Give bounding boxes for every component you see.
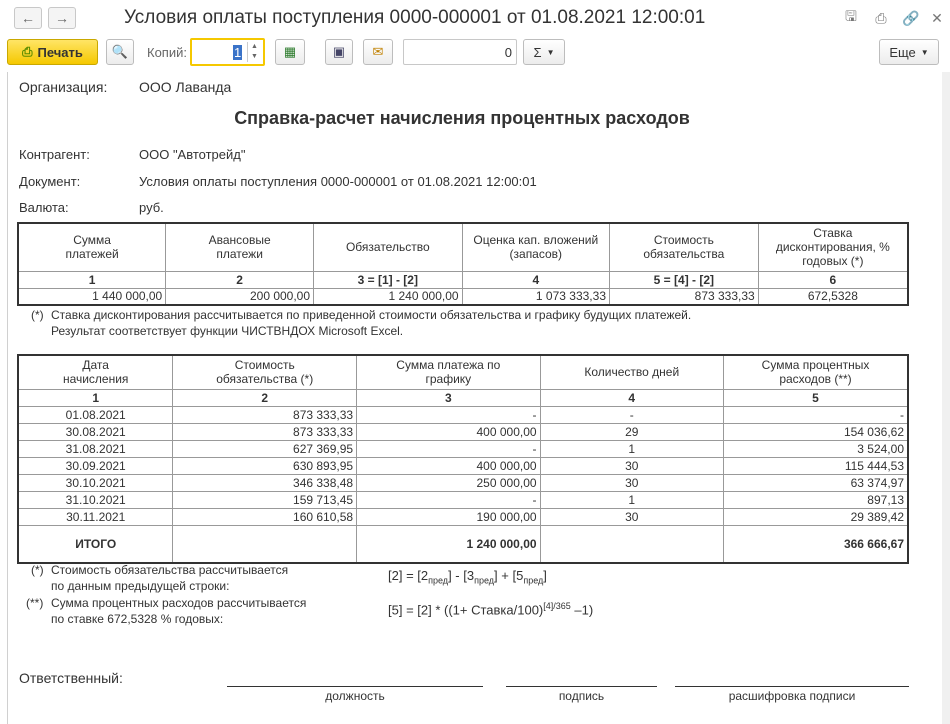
total-interest: 366 666,67 — [723, 525, 908, 563]
note1-line2: Результат соответствует функции ЧИСТВНДОХ Microsoft Excel. — [51, 324, 404, 338]
table-cell — [173, 525, 357, 563]
sign-line — [506, 686, 657, 687]
note2-text1a: Стоимость обязательства рассчитывается — [51, 563, 289, 577]
table-cell: 31.08.2021 — [18, 440, 173, 457]
currency-label: Валюта: — [19, 200, 69, 215]
table-row — [18, 288, 908, 305]
edit-table-icon[interactable]: ▦ — [275, 39, 305, 65]
table-row — [18, 508, 908, 525]
sigma-icon: Σ — [533, 44, 542, 60]
table-row — [18, 457, 908, 474]
formula2-sup: [4]/365 — [543, 601, 571, 611]
number-cell: 4 — [540, 389, 723, 406]
link-icon[interactable]: 🔗 — [902, 9, 920, 26]
disk-save-icon[interactable]: ▣ — [325, 39, 353, 65]
printer-icon[interactable]: ⎙ — [875, 9, 887, 26]
table-cell: 250 000,00 — [357, 474, 540, 491]
toolbar — [0, 36, 950, 70]
number-cell: 6 — [758, 271, 908, 288]
table-row — [18, 423, 908, 440]
table-cell: 115 444,53 — [723, 457, 908, 474]
table-row — [18, 440, 908, 457]
org-label: Организация: — [19, 79, 108, 95]
more-button[interactable] — [879, 39, 939, 65]
table-cell — [540, 525, 723, 563]
mail-icon[interactable]: ✉ — [363, 39, 393, 65]
total-payment: 1 240 000,00 — [357, 525, 540, 563]
sum-number-field[interactable]: 0 — [403, 39, 517, 65]
table-cell: 400 000,00 — [357, 457, 540, 474]
print-button[interactable] — [7, 39, 98, 65]
formula2 — [388, 601, 593, 617]
table-cell: 3 524,00 — [723, 440, 908, 457]
number-cell: 1 — [18, 271, 166, 288]
table-cell: 873 333,33 — [173, 406, 357, 423]
table-cell: 190 000,00 — [357, 508, 540, 525]
table-cell: 873 333,33 — [610, 288, 759, 305]
table-number-row — [18, 389, 908, 406]
printer-icon: ⎙ — [22, 44, 33, 59]
table-header-row — [18, 223, 908, 271]
table-row — [18, 474, 908, 491]
obligation-table — [17, 222, 909, 306]
note1-mark: (*) — [31, 308, 44, 322]
table-cell: 1 — [540, 491, 723, 508]
report-title: Справка-расчет начисления процентных расходов — [234, 108, 690, 128]
table-cell: 01.08.2021 — [18, 406, 173, 423]
table-cell: - — [357, 406, 540, 423]
close-icon[interactable]: ✕ — [931, 9, 943, 26]
formula1-sub: пред — [523, 575, 544, 586]
formula1-part: ] — [543, 568, 547, 583]
copies-value: 1 — [234, 45, 242, 60]
table-cell: 1 073 333,33 — [462, 288, 609, 305]
table-cell: 627 369,95 — [173, 440, 357, 457]
table-cell: 30.11.2021 — [18, 508, 173, 525]
interest-table — [17, 354, 909, 564]
table-cell: 30 — [540, 474, 723, 491]
table-cell: 630 893,95 — [173, 457, 357, 474]
sign-caption: подпись — [558, 689, 605, 703]
table-cell: 154 036,62 — [723, 423, 908, 440]
header-cell: Сумма платежей — [18, 223, 166, 271]
table-cell: 672,5328 — [758, 288, 908, 305]
table-cell: 160 610,58 — [173, 508, 357, 525]
document-value: Условия оплаты поступления 0000-000001 от 01.08.2021 12:00:01 — [139, 174, 537, 189]
copies-input[interactable] — [190, 38, 265, 66]
preview-icon[interactable]: 🔍 — [106, 39, 134, 65]
document-label: Документ: — [19, 174, 81, 189]
currency-value: руб. — [139, 200, 164, 215]
note2-text2a: Сумма процентных расходов рассчитывается — [51, 596, 307, 610]
responsible-label: Ответственный: — [19, 670, 123, 686]
sigma-button[interactable] — [523, 39, 565, 65]
table-cell: 63 374,97 — [723, 474, 908, 491]
table-cell: 30 — [540, 457, 723, 474]
table-cell: 30.09.2021 — [18, 457, 173, 474]
table-cell: 29 — [540, 423, 723, 440]
contractor-label: Контрагент: — [19, 147, 90, 162]
header-cell: Дата начисления — [18, 355, 173, 389]
formula1-sub: пред — [428, 575, 449, 586]
number-cell: 2 — [173, 389, 357, 406]
note2-mark1: (*) — [31, 563, 44, 577]
table-cell: 30.10.2021 — [18, 474, 173, 491]
header-cell: Стоимость обязательства (*) — [173, 355, 357, 389]
copies-stepper[interactable]: ▲ ▼ — [247, 42, 261, 62]
table-cell: 897,13 — [723, 491, 908, 508]
formula2-part: [5] = [2] * ((1+ Ставка/100) — [388, 602, 544, 618]
header-cell: Авансовые платежи — [166, 223, 314, 271]
number-cell: 3 — [357, 389, 540, 406]
total-label: ИТОГО — [18, 525, 173, 563]
formula1-sub: пред — [474, 575, 495, 586]
table-cell: 29 389,42 — [723, 508, 908, 525]
number-cell: 3 = [1] - [2] — [314, 271, 463, 288]
table-cell: 200 000,00 — [166, 288, 314, 305]
table-cell: 873 333,33 — [173, 423, 357, 440]
print-button-label: Печать — [37, 44, 83, 60]
scrollbar[interactable] — [942, 72, 950, 724]
table-cell: - — [540, 406, 723, 423]
header-cell: Ставка дисконтирования, % годовых (*) — [758, 223, 908, 271]
formula1-part: ] + [5 — [494, 568, 524, 583]
save-icon[interactable]: 🖫 — [845, 8, 857, 24]
number-cell: 5 — [723, 389, 908, 406]
back-arrow-icon[interactable]: ← — [14, 7, 42, 29]
chevron-down-icon: ▼ — [546, 47, 555, 57]
formula1 — [388, 568, 547, 586]
table-header-row — [18, 355, 908, 389]
more-label: Еще — [889, 44, 916, 60]
table-cell: - — [723, 406, 908, 423]
table-row — [18, 491, 908, 508]
formula1-part: ] - [3 — [448, 568, 475, 583]
table-cell: 159 713,45 — [173, 491, 357, 508]
table-cell: 30.08.2021 — [18, 423, 173, 440]
note2-text1b: по данным предыдущей строки: — [51, 579, 230, 593]
contractor-value: ООО "Автотрейд" — [139, 147, 246, 162]
table-cell: - — [357, 491, 540, 508]
header-cell: Сумма платежа по графику — [357, 355, 540, 389]
table-cell: 31.10.2021 — [18, 491, 173, 508]
total-row — [18, 525, 908, 563]
table-cell: 346 338,48 — [173, 474, 357, 491]
copies-label: Копий: — [147, 45, 187, 60]
table-cell: 1 — [540, 440, 723, 457]
header-cell: Количество дней — [540, 355, 723, 389]
table-cell: - — [357, 440, 540, 457]
table-cell: 400 000,00 — [357, 423, 540, 440]
table-cell: 1 240 000,00 — [314, 288, 463, 305]
table-cell: 30 — [540, 508, 723, 525]
number-cell: 4 — [462, 271, 609, 288]
number-cell: 1 — [18, 389, 173, 406]
note2-text2b: по ставке 672,5328 % годовых: — [51, 612, 224, 626]
number-cell: 5 = [4] - [2] — [610, 271, 759, 288]
decode-caption: расшифровка подписи — [728, 689, 856, 703]
decode-line — [675, 686, 909, 687]
chevron-down-icon: ▼ — [920, 47, 929, 57]
org-value: ООО Лаванда — [139, 79, 232, 95]
header-cell: Обязательство — [314, 223, 463, 271]
table-row — [18, 406, 908, 423]
note1-line1: Ставка дисконтирования рассчитывается по приведенной стоимости обязательства и графику будущих платежей. — [51, 308, 692, 322]
position-line — [227, 686, 483, 687]
header-cell: Стоимость обязательства — [610, 223, 759, 271]
position-caption: должность — [325, 689, 385, 703]
window-title: Условия оплаты поступления 0000-000001 от 01.08.2021 12:00:01 — [124, 7, 706, 28]
note2-mark2: (**) — [26, 596, 44, 610]
formula2-part: –1) — [574, 602, 594, 618]
header-cell: Сумма процентных расходов (**) — [723, 355, 908, 389]
number-cell: 2 — [166, 271, 314, 288]
table-number-row — [18, 271, 908, 288]
header-cell: Оценка кап. вложений (запасов) — [462, 223, 609, 271]
title-bar — [0, 0, 950, 36]
table-cell: 1 440 000,00 — [18, 288, 166, 305]
forward-arrow-icon[interactable]: → — [48, 7, 76, 29]
formula1-part: [2] = [2 — [388, 568, 429, 583]
